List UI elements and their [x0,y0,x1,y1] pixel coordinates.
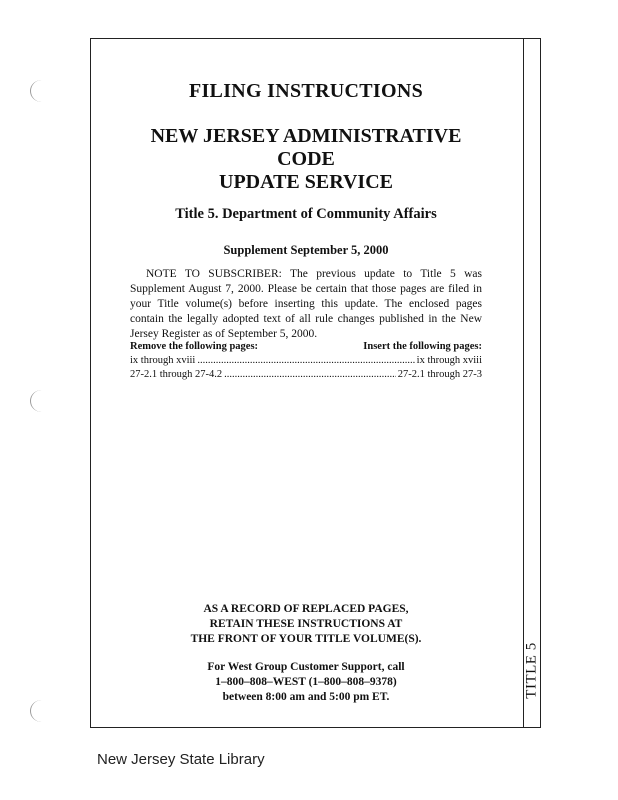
table-row [130,354,482,368]
subscriber-note: NOTE TO SUBSCRIBER: The previous update to Title 5 was Supplement August 7, 2000. Please be certain that those pages are filed in your Title volume(s) before inserting this update. The enclosed pages contain the legally adopted text of all rule changes published in the New Jersey Register as of September 5, 2000. [130,268,482,340]
remove-pages: 27-2.1 through 27-4.2 [130,369,223,380]
support-line: between 8:00 am and 5:00 pm ET. [222,691,390,703]
title-tab-label: TITLE 5 [523,641,540,699]
remove-pages: ix through xviii [130,355,196,366]
customer-support [130,660,482,705]
table-row [130,368,482,382]
insert-header: Insert the following pages: [363,341,482,352]
retain-line: RETAIN THESE INSTRUCTIONS AT [209,618,403,630]
tab-divider [523,38,524,728]
library-footer: New Jersey State Library [97,751,265,768]
insert-pages: 27-2.1 through 27-3 [397,369,482,380]
code-title [130,125,482,194]
insert-pages: ix through xviii [416,355,482,366]
retain-line: THE FRONT OF YOUR TITLE VOLUME(S). [190,633,422,645]
binder-hole-mark [30,700,53,722]
code-title-line: UPDATE SERVICE [219,171,393,193]
supplement-date: Supplement September 5, 2000 [223,243,389,257]
title-tab [523,640,541,700]
binder-hole-mark [30,390,53,412]
page-replacement-table [130,340,482,382]
table-header [130,340,482,354]
remove-header: Remove the following pages: [130,341,259,352]
page-title: FILING INSTRUCTIONS [188,80,424,102]
dot-leader [197,354,414,368]
retain-line: AS A RECORD OF REPLACED PAGES, [203,603,409,615]
dot-leader [224,368,396,382]
department-title: Title 5. Department of Community Affairs [175,206,437,222]
retain-instructions [130,602,482,647]
support-line: For West Group Customer Support, call [207,661,405,673]
binder-hole-mark [30,80,53,102]
code-title-line: NEW JERSEY ADMINISTRATIVE CODE [150,125,462,170]
support-line: 1–800–808–WEST (1–800–808–9378) [215,676,397,688]
